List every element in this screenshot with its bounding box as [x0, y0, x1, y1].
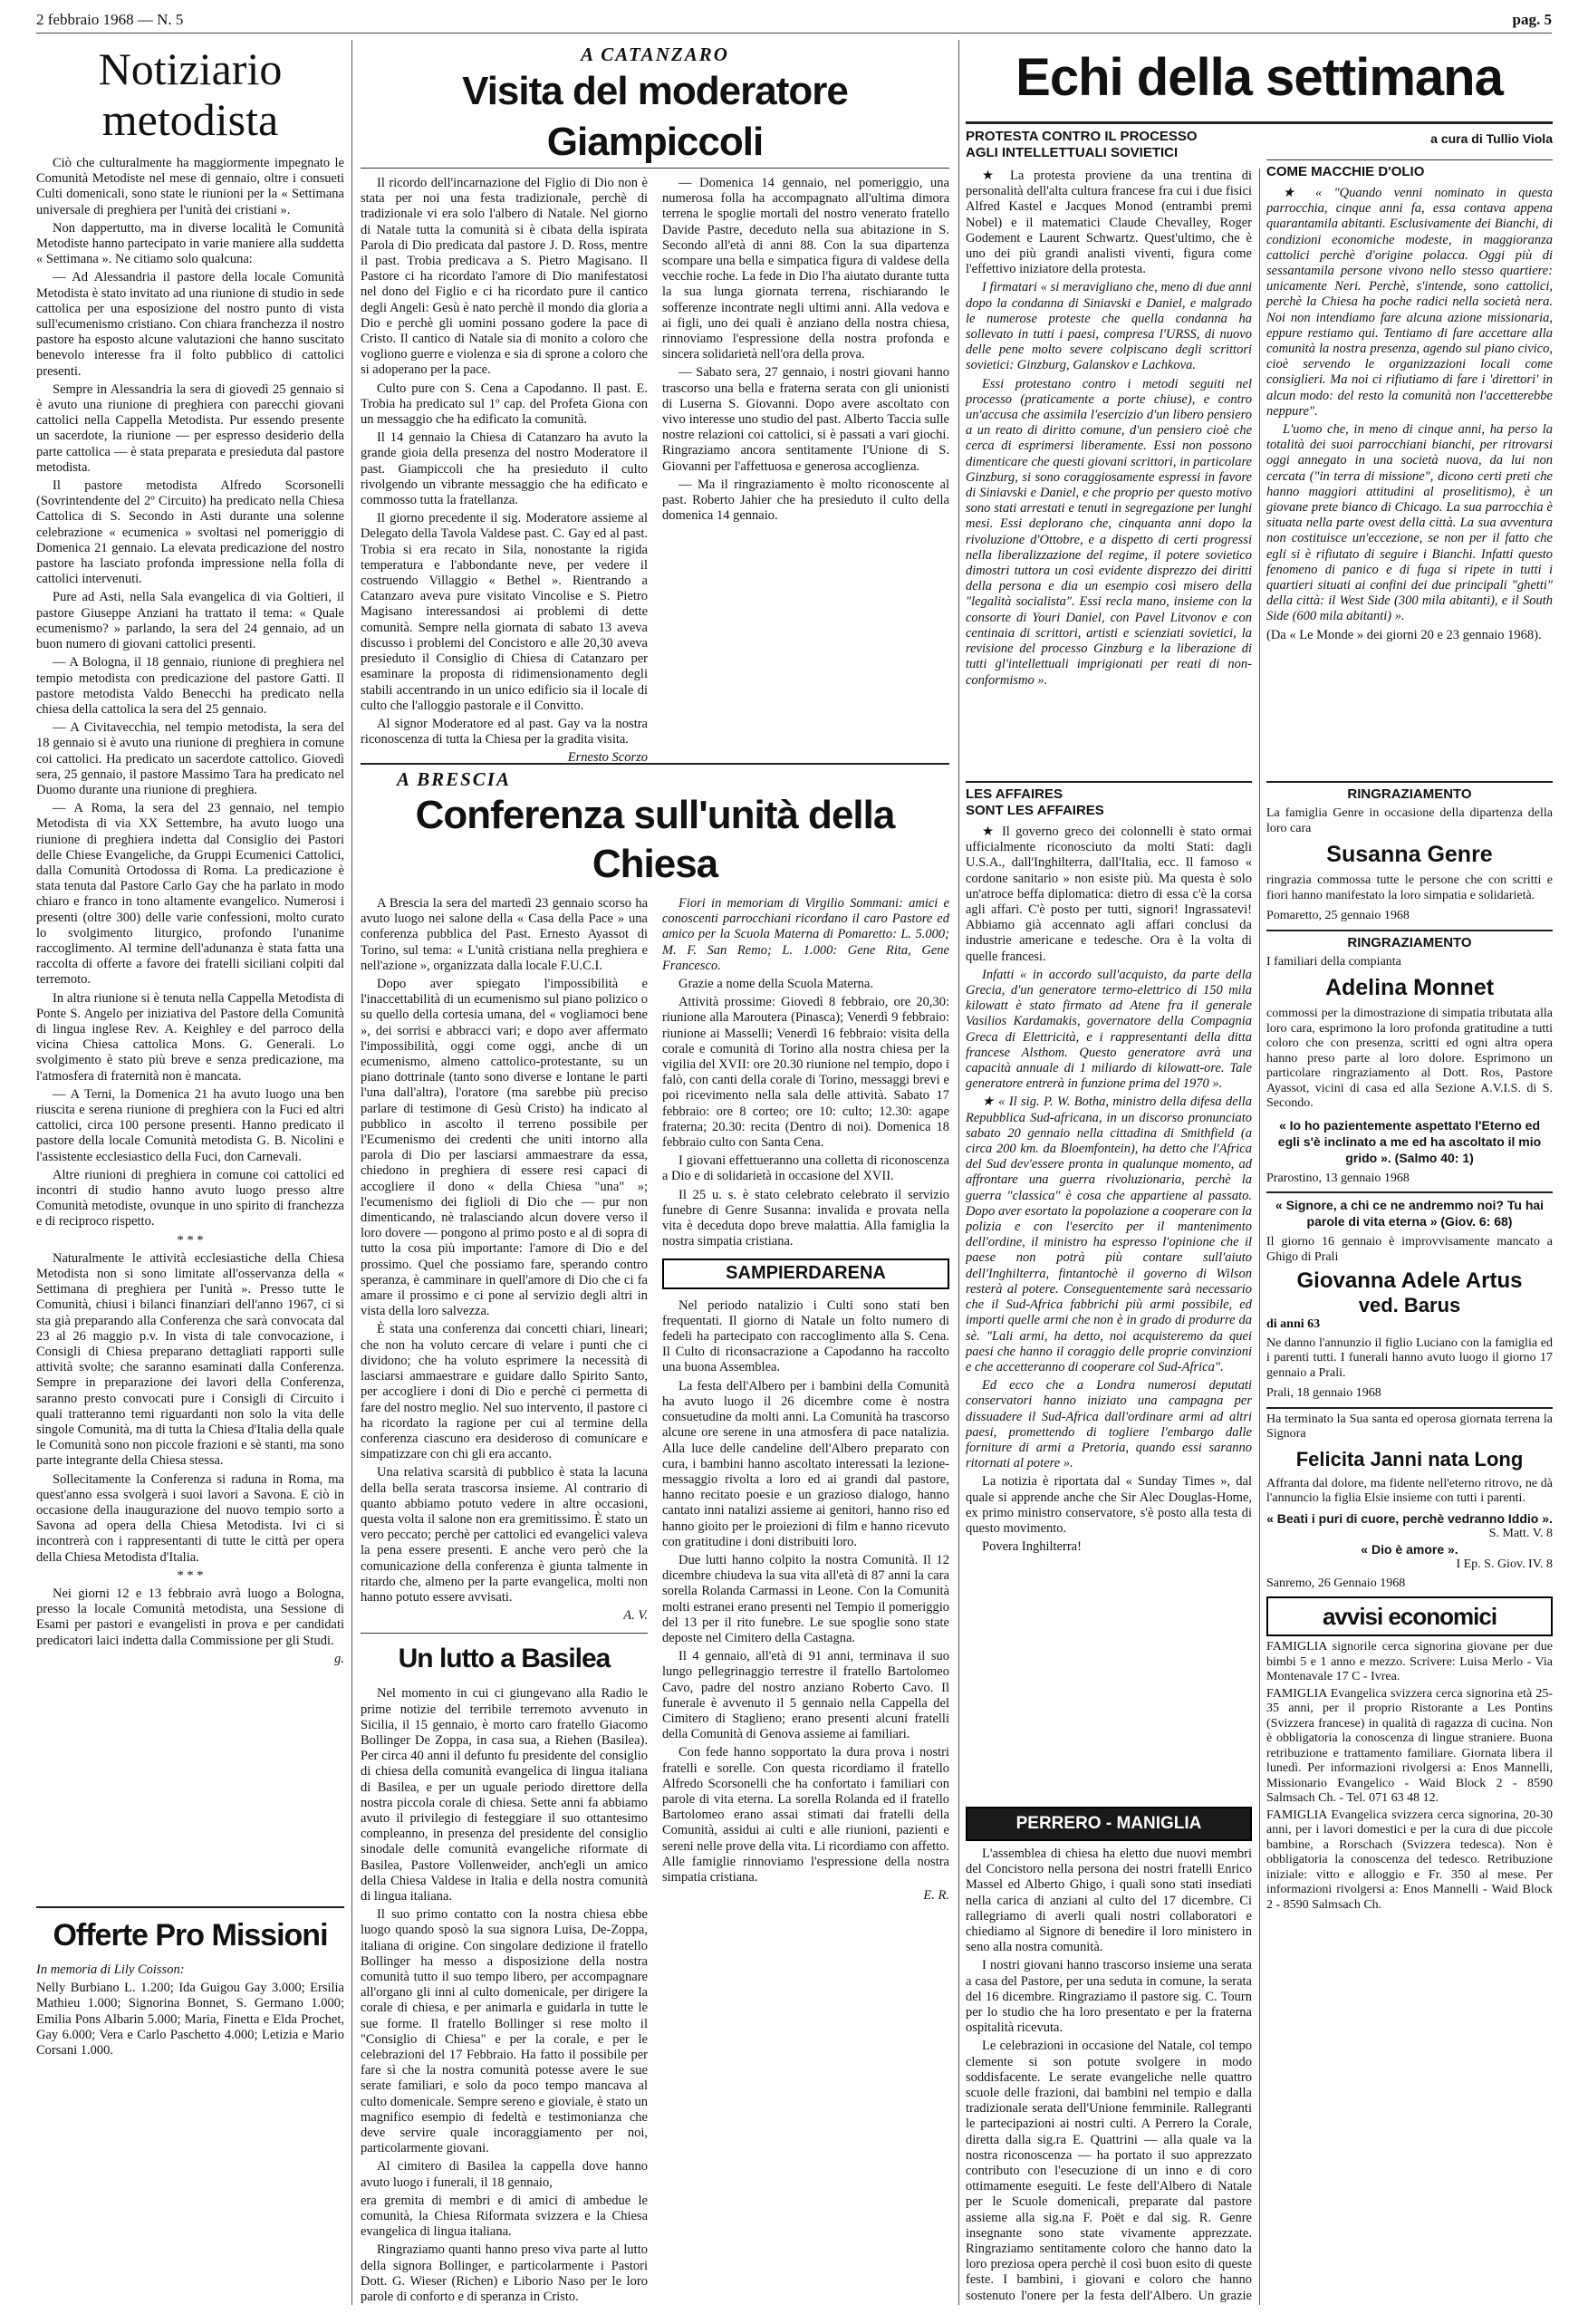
paragraph: Ciò che culturalmente ha maggiormente impegnato le Comunità Metodiste nel mese di gennaio, oltre i consueti Culti domenicali, sono state le riunioni per la « Settimana universale di preghiera per l'unità dei cristiani ».	[36, 156, 344, 217]
offerte-list: Nelly Burbiano L. 1.200; Ida Guigou Gay 3.000; Ersilia Mathieu 1.000; Signorina Bonnet, S. Germano 1.000; Emilia Pons Albarin 5.000; Maria, Finetta e Elda Prochet, Gay 6.000; Vera e Carlo Paschetto 4.000; Letizia e Mario Corsani 1.000.	[36, 1981, 344, 2059]
issue-date: 2 febbraio 1968 — N. 5	[36, 11, 184, 28]
paragraph: È stata una conferenza dai concetti chiari, lineari; che non ha voluto cercare di velare i punti che ci dividono; che ha voluto esprimere la necessità di lasciarsi ammaestrare e guidare dallo Spirito Santo, per accogliere i doni di Dio e perchè ci permetta di fare del nostro meglio. Nel suo intervento, il pastore ci ha ricordato la ragione per cui al termine della conferenza ciascuno era desideroso di comunicare e simpatizzare con chi gli era accanto.	[361, 1322, 648, 1462]
catanzaro-article	[361, 43, 949, 761]
column-rule	[1259, 169, 1260, 2305]
paragraph: — Sabato sera, 27 gennaio, i nostri giovani hanno trascorso una bella e fraterna serata con gli unionisti di Luserna S. Giovanni. Dopo avere ascoltato con vivo interesse uno studio del past. Alberto Taccia sulle nostre relazioni coi cattolici, si è passati a vari giochi. Ringraziamo ancora sentitamente l'Unione di S. Giovanni per l'affettuosa e generosa accoglienza.	[662, 365, 949, 474]
list-item: FAMIGLIA signorile cerca signorina giovane per due bimbi 5 e 1 anno e mezzo. Scrivere: Luisa Merlo - Via Montenavale 17 C - Ivrea.	[1266, 1640, 1553, 1683]
divider	[361, 763, 949, 765]
signature: g.	[334, 1651, 344, 1666]
paragraph: Fiori in memoriam di Virgilio Sommani: amici e conoscenti parrocchiani ricordano il caro Pastore ed amico per la Scuola Materna di Pomaretto: L. 5.000; M. F. San Remo; L. 1.000: Gene Rita, Gene Francesco.	[662, 896, 949, 973]
perrero-article	[966, 1807, 1252, 2305]
paragraph: Nei giorni 12 e 13 febbraio avrà luogo a Bologna, presso la locale Comunità metodista, una Sessione di Esami per pastori e evangelisti in prova e per candidati predicatori laici indetta dalla Commissione per gli Studi.	[36, 1586, 344, 1648]
echi-masthead	[966, 43, 1553, 120]
paragraph: Ringraziamo quanti hanno preso viva parte al lutto della signora Bollinger, e particolarmente i Pastori Dott. G. Wieser (Richen) e Liborio Naso per le loro parole di conforto e di speranza in Cristo.	[361, 2242, 648, 2305]
ringraziamento-monnet: RINGRAZIAMENTO I familiari della compianta Adelina Monnet commossi per la dimostrazione di simpatia tributata alla loro cara, esprimono la loro profonda gratitudine a tutti coloro che con presenza, scritti ed ogni altra opera hanno preso parte al loro dolore. Esprimono un particolare ringraziamento al Dott. Ros, Pastore Ayassot, vicini di casa ed alla Sezione A.V.I.S. di S. Secondo. « Io ho pazientemente aspettato l'Eterno ed egli s'è inclinato a me ed ha ascoltato il mio grido ». (Salmo 40: 1) Prarostino, 13 gennaio 1968	[1266, 934, 1553, 1185]
paragraph: In altra riunione si è tenuta nella Cappella Metodista di Ponte S. Angelo per iniziativa del Pastore della Comunità di lingua inglese Rev. A. Keighley e del parroco della vicina Chiesa cattolica Mons. G. Generali. Lo svolgimento è stato più breve e senza predicazione, ma l'atmosfera di fraternità non è mancata.	[36, 990, 344, 1084]
paragraph: ★ La protesta proviene da una trentina di personalità dell'alta cultura francese fra cui i due fisici Alfred Kastel e Jacques Monod (entrambi premi Nobel) e il matematici Claude Chevalley, Roger Godement e Laurent Schwartz. Quest'ultimo, che è uno dei più grandi analisti viventi, figura come l'effettivo iniziatore della protesta.	[966, 169, 1252, 277]
paragraph: Il ricordo dell'incarnazione del Figlio di Dio non è stata per noi una festa tradizionale, perchè di tradizionale vi era solo l'albero di Natale. Nel giorno di Natale tutta la comunità si è cibata della ispirata Parola di Dio predicata dal pastore J. D. Ross, mentre il past. Trobia predicava a S. Pietro Magisano. Il Pastore ci ha ricordato l'amore di Dio manifestatosi nel dono del Figlio e ci ha ricordato pure il cantico degli Angeli: Gesù è nato perchè il mondo dia gloria a Dio e perchè gli uomini possano godere la pace di Cristo. Il cantico di Natale sia di monito a coloro che vogliono guerre e violenza e sia di sprone a coloro che si adoperano per la pace.	[361, 176, 648, 378]
brescia-headline: Conferenza sull'unità della Chiesa	[415, 793, 895, 886]
divider	[1266, 1407, 1553, 1409]
paragraph: Infatti « in accordo sull'acquisto, da parte della Grecia, d'un generatore termo-elettrico di 150 mila kilowatt è stato firmato ad Atene fra il generale Vasilios Kardamakis, governatore della Compagnia Greca di Elettricità, e i rappresentanti della ditta francese Alsthom. Questo generatore avrà una capacità annuale di 1 miliardo di kilowatt-ore. Tale generatore entrerà in funzione prima del 1970 ».	[966, 967, 1252, 1092]
echi-byline: a cura di Tullio Viola	[1430, 131, 1553, 146]
column-rule	[958, 40, 959, 2305]
echi-title: Echi della settimana	[1015, 48, 1503, 107]
protesta-title-line2: AGLI INTELLETTUALI SOVIETICI	[966, 145, 1179, 160]
paragraph: Al cimitero di Basilea la cappella dove hanno avuto luogo i funerali, il 18 gennaio,	[361, 2159, 648, 2190]
paragraph: Il 4 gennaio, all'età di 91 anni, terminava il suo lungo pellegrinaggio terrestre il fratello Bartolomeo Cavo, padre del nostro anziano Roberto Cavo. Il funerale è avvenuto il 5 gennaio nella Cappella del Cimitero di Staglieno; erano presenti alcuni fratelli della Comunità di Genova assieme ai familiari.	[662, 1649, 949, 1742]
signature: Ernesto Scorzo	[567, 750, 648, 761]
deceased-name: Adelina Monnet	[1324, 975, 1495, 1000]
paragraph: Il suo primo contatto con la nostra chiesa ebbe luogo quando sposò la sua signora Luisa, De-Zoppa, italiana di origine. Con singolare dedizione il fratello Bollinger ha messo a disposizione della nostra comunità tutto il suo tempo libero, per accompagnare all'organo gli inni al culto domenicale, per dirigere la corale di chiesa, e per animarla e guidarla in tutte le sue forme. Il fratello Bollinger si rese molto il "Consiglio di Chiesa" e per la corale, e per le celebrazioni del 17 Febbraio. Ha fatto il possibile per fare sì che la nostra comunità potesse avere le sue serate familiari, e solo da poco tempo mancava al culto domenicale. Sempre sereno e gioviale, è stato un magnifico esempio di fedeltà e testimonianza che deve servire quale incoraggiamento per noi, particolarmente giovani.	[361, 1907, 648, 2156]
notiziario-title: Notiziario metodista	[98, 43, 283, 145]
paragraph: Povera Inghilterra!	[982, 1539, 1082, 1555]
deceased-name: Felicita Janni nata Long	[1295, 1447, 1524, 1471]
offerte-box	[36, 1915, 344, 2305]
paragraph: Sempre in Alessandria la sera di giovedì 25 gennaio si è avuto una riunione di preghiera con parecchi giovani cattolici nella Cappella Metodista. Pur essendo presente un sacerdote, la riunione — per espresso desiderio della parte cattolica — è stata preparata e presieduta dal pastore metodista.	[36, 381, 344, 475]
paragraph: — Ad Alessandria il pastore della locale Comunità Metodista è stato invitato ad una riunione di studio in sede cattolica per una esposizione del nostro punto di vista sull'ecumenismo cristiano. Con chiara franchezza il nostro pastore ha esposto alcune valutazioni che hanno suscitato benevolo interesse fra il folto pubblico di cattolici presenti.	[36, 270, 344, 379]
affaires-title-line2: SONT LES AFFAIRES	[966, 803, 1104, 818]
paragraph: Ed ecco che a Londra numerosi deputati conservatori hanno iniziato una campagna per dissuadere il Sud-Africa dall'ordinare armi ad altri paesi, promettendo di togliere l'embargo dalle forniture di armi a Pretoria, quando essi saranno ritornati al potere ».	[966, 1378, 1252, 1471]
divider	[1266, 781, 1553, 783]
paragraph: Dopo aver spiegato l'impossibilità e l'inaccettabilità di un ecumenismo sul piano polizico o su quello della cortesia umana, del « vogliamoci bene », dei sorrisi e abbracci vari; e dopo aver affermato l'impossibilità, oggi come oggi, anche di un ecumenismo, almeno cattolico-protestante, su un piano dottrinale (tanto sono diverse e lontane le parti l'una dall'altra), l'oratore (ma sarebbe più preciso parlare di testimone di Gesù Cristo) ha indicato al pubblico in ascolto il terreno possibile per l'Ecumenismo dei credenti che uniti intorno alla parola di Dio per lasciarsi ammaestrare da essa, chiedono in preghiera di essere resi capaci di accogliere il dono « della Chiesa "una" »; l'ecumenismo dei figlioli di Dio che — pur non dimenticando, nè tralasciando alcun dovere verso il loro dovere — pongono al primo posto e al di sopra di tutto la cosa più importante: l'amore di Dio e del prossimo. Quel che possiamo fare, sperando contro speranza, è camminare in quell'amore di Dio che ci fa amare il prossimo e ci pone al servizio degli altri in vista della loro salvezza.	[361, 977, 648, 1319]
paragraph: — Domenica 14 gennaio, nel pomeriggio, una numerosa folla ha accompagnato all'ultima dimora terrena le spoglie mortali del nostro venerato fratello Davide Pastre, deceduto nella sua abitazione in S. Secondo all'età di anni 88. Con la sua dipartenza scompare una bella e simpatica figura di valdese della vecchie roche. La fede in Dio l'ha aiutato durante tutta la sua lunga giornata terrena, rischiarando le sofferenze incontrate negli ultimi anni. Alla vedova e ai figli, uno dei quali è anziano della nostra chiesa, rinnoviamo l'espressione della nostra profonda e sincera solidarietà nell'ora della prova.	[662, 176, 949, 362]
signature: A. V.	[623, 1608, 648, 1624]
paragraph: Il pastore metodista Alfredo Scorsonelli (Sovrintendente del 2º Circuito) ha predicato nella Chiesa Cattolica di S. Secondo in Asti durante una solenne celebrazione « ecumenica » svoltasi nel pomeriggio di Domenica 21 gennaio. La elevata predicazione del nostro pastore ha lasciato profonda impressione nella folla di cattolici intervenuti.	[36, 478, 344, 587]
paragraph: I nostri giovani hanno trascorso insieme una serata a casa del Pastore, per una seduta in comune, la serata del 16 dicembre. Ringraziamo il pastore sig. C. Tourn per lo studio che ha loro presentato e per la fraterna ospitalità ricevuta.	[966, 1958, 1252, 2036]
separator-stars: * * *	[177, 1232, 204, 1248]
protesta-title-line1: PROTESTA CONTRO IL PROCESSO	[966, 129, 1198, 144]
avvisi-title: avvisi economici	[1322, 1603, 1497, 1630]
deceased-name: Susanna Genre	[1326, 842, 1493, 867]
macchie-title: COME MACCHIE D'OLIO	[1266, 159, 1553, 180]
annuncio-long: Ha terminato la Sua santa ed operosa giornata terrena la Signora Felicita Janni nata Long Affranta dal dolore, ma fidente nell'eterno ritrovo, ne dà l'annuncio la figlia Elsie insieme con tutti i parenti. « Beati i puri di cuore, perchè vedranno Iddio ». S. Matt. V. 8 « Dio è amore ». I Ep. S. Giov. IV. 8 Sanremo, 26 Gennaio 1968	[1266, 1412, 1553, 1590]
paragraph: Il 14 gennaio la Chiesa di Catanzaro ha avuto la grande gioia della presenza del nostro Moderatore il past. Giampiccoli che ha presieduto il culto rivolgendo un vibrante messaggio che ha edificato e commosso tutta la fratellanza.	[361, 430, 648, 508]
paragraph: Al signor Moderatore ed al past. Gay va la nostra riconoscenza di tutta la Chiesa per la gradita visita.	[361, 716, 648, 747]
paragraph: — A Civitavecchia, nel tempio metodista, la sera del 18 gennaio si è avuto una riunione di preghiera in comune coi cattolici. Ha predicato un sacerdote cattolico. Giovedì sera, 25 gennaio, il pastore Massimo Tara ha predicato nel Duomo durante una riunione di preghiera.	[36, 720, 344, 797]
paragraph: — A Bologna, il 18 gennaio, riunione di preghiera nel tempio metodista con predicazione del pastore Gatti. Il pastore metodista Valdo Benecchi ha predicato nella chiesa della cattolica la sera del 25 gennaio.	[36, 655, 344, 717]
signature: E. R.	[923, 1888, 949, 1904]
list-item: FAMIGLIA Evangelica svizzera cerca signorina età 25-35 anni, per il proprio Ristorante a Les Pontins (Svizzera francese) in qualità di ragazza di cucina. Non è obbligatoria la conoscenza di lingue straniere. Buona retribuzione e trattamento familiare. Giornata libera il lunedì. Per informazioni rivolgersi a: Enos Mannelli, Missionario Evangelico - Waid Block 2 - 8590 Salmsach Ch. - Tel. 071 63 48 12.	[1266, 1686, 1553, 1805]
protesta-body	[966, 169, 1252, 776]
paragraph: Naturalmente le attività ecclesiastiche della Chiesa Metodista non si sono limitate all'osservanza della « Settimana di preghiera per l'unità ». Presso tutte le Comunità, chiusi i bilanci finanziari dell'anno 1967, ci si sta già preparando alla Conferenza che sarà convocata dal 23 al 26 maggio p.v. In vista di tale convocazione, i Consigli di Chiesa preparano dettagliati rapporti sulle attività svolte; che saranno esaminati dalla Conferenza. Sempre in preparazione dei lavori della Conferenza, saranno presto convocati pure i Consigli di Circuito i quali tratteranno temi riguardanti non solo la vita delle singole Comunità, ma di tutta la Chiesa d'Italia della quale le Comunità sono non piccole frazioni e sè stanti, ma sono parte integrante della Chiesa stessa.	[36, 1250, 344, 1469]
offerte-title: Offerte Pro Missioni	[53, 1918, 328, 1953]
paragraph: Sollecitamente la Conferenza si raduna in Roma, ma quest'anno essa svolgerà i suoi lavori a Savona. E ciò in occasione della inaugurazione del nuovo tempio sorto a Savona ad opera della Chiesa Metodista. Ivi ci si incontrerà con i rappresentanti di tutte le città per opera della Chiesa Metodista d'Italia.	[36, 1471, 344, 1565]
paragraph: Con fede hanno sopportato la dura prova i nostri fratelli e sorelle. Con questa ricordiamo il fratello Alfredo Scorsonelli che ha confortato i familiari con parole di vita eterna. La sorella Rolanda ed il fratello Bartolomeo erano assai stimati dai fratelli della Comunità, assidui ai culti e alle riunioni, pazienti e sereni nelle prove della vita. Li ricordiamo con affetto. Alle famiglie rinnoviamo l'espressione della nostra simpatia cristiana.	[662, 1745, 949, 1885]
sampierdarena-tag: SAMPIERDARENA	[662, 1258, 949, 1288]
paragraph: — Ma il ringraziamento è molto riconoscente al past. Roberto Jahier che ha presieduto il culto della domenica 14 gennaio.	[662, 477, 949, 524]
ringraziamento-genre: RINGRAZIAMENTO La famiglia Genre in occasione della dipartenza della loro cara Susanna Genre ringrazia commossa tutte le persone che con scritti e fiori hanno manifestato la loro simpatia e solidarietà. Pomaretto, 25 gennaio 1968	[1266, 786, 1553, 922]
brescia-kicker: A BRESCIA	[397, 768, 511, 790]
paragraph: Altre riunioni di preghiera in comune coi cattolici ed incontri di studio hanno avuto luogo presso altre Comunità metodiste, ovunque in uno spirito di franchezza e di reciproco rispetto.	[36, 1167, 344, 1230]
paragraph: Pure ad Asti, nella Sala evangelica di via Goltieri, il pastore Giuseppe Anziani ha trattato il tema: « Quale ecumenismo? » parlando, la sera del 24 gennaio, ad un buon numero di giovani cattolici presenti.	[36, 590, 344, 652]
deceased-name: Giovanna Adele Artus	[1296, 1268, 1523, 1293]
brescia-section	[361, 768, 949, 2305]
paragraph: Nel periodo natalizio i Culti sono stati ben frequentati. Il giorno di Natale un folto numero di fedeli ha partecipato con raccoglimento alla S. Cena. Il Culto di riconsacrazione a Capodanno ha raccolto una buona Assemblea.	[662, 1297, 949, 1375]
column-rule	[351, 40, 352, 2305]
affaires-article	[966, 786, 1252, 1801]
page-header	[36, 9, 1552, 34]
paragraph: Culto pure con S. Cena a Capodanno. Il past. E. Trobia ha predicato sul 1º cap. del Profeta Giona con un messaggio che ha edificato la comunità.	[361, 381, 648, 428]
list-item: FAMIGLIA Evangelica svizzera cerca signorina, 20-30 anni, per i lavori domestici e per la cura di due piccole bambine, a Rorschach (Svizzera tedesca). Non è obbligatoria la conoscenza del tedesco. Retribuzione iniziale: vitto e alloggio e Fr. 350 al mese. Per informazioni rivolgersi a: Enos Mannelli - Waid Block 2 - 8590 Salmsach Ch.	[1266, 1808, 1553, 1912]
paragraph: Attività prossime: Giovedì 8 febbraio, ore 20,30: riunione alla Maroutera (Pinasca); Venerdì 9 febbraio: riunione ai Masselli; Venerdì 16 febbraio: visita della corale e comunità di Torino alla nostra chiesa per la vigilia del XVII: ore 20.30 riunione nel tempio, dopo i falò, con canti della corale di Torino, messaggi brevi e poi ricevimento nella sala delle attività. Sabato 17 febbraio: ore 8 corteo; ore 10: culto; 12.30: agape fraterna; 20.30: recita (Dentro di noi). Domenica 18 febbraio culto con Santa Cena.	[662, 995, 949, 1151]
paragraph: Non dappertutto, ma in diverse località le Comunità Metodiste hanno partecipato in varie maniere alla suddetta « Settimana ». Ne citiamo solo qualcuna:	[36, 220, 344, 267]
catanzaro-body	[361, 176, 949, 761]
separator-stars: * * *	[177, 1567, 204, 1583]
annuncio-artus: « Signore, a chi ce ne andremmo noi? Tu hai parole di vita eterna » (Giov. 6: 68) Il giorno 16 gennaio è improvvisamente mancato a Ghigo di Prali Giovanna Adele Artus ved. Barus di anni 63 Ne danno l'annunzio il figlio Luciano con la famiglia ed i parenti tutti. I funerali hanno avuto luogo il giorno 17 gennaio a Prali. Prali, 18 gennaio 1968	[1266, 1198, 1553, 1400]
avvisi-list	[1266, 1640, 1553, 1913]
perrero-tag: PERRERO - MANIGLIA	[966, 1807, 1252, 1841]
notiziario-article	[36, 43, 344, 1899]
paragraph: Grazie a nome della Scuola Materna.	[679, 977, 873, 992]
paragraph: I firmatari « si meravigliano che, meno di due anni dopo la condanna di Siniavski e Daniel, e malgrado le numerose proteste che quella condanna ha sollevato in tutti i paesi, compresa l'URSS, di nuovo delle pene molto severe colpiscano degli scrittori sovietici: Ginzburg, Galanskov e Lachkova.	[966, 280, 1252, 373]
avvisi-header	[1266, 1596, 1553, 1636]
paragraph: Essi protestano contro i metodi seguiti nel processo (praticamente a porte chiuse), e contro un'accusa che assimila l'esercizio d'un libero pensiero a un reato di diritto comune, d'un pensiero cioè che cerca di esprimersi liberamente. Essi non possono dimenticare che questi giovani scrittori, in particolare Ginzburg, si sono coraggiosamente espressi in favore di Siniavski e Daniel, e che proprio per questo motivo sono stati arrestati e tenuti in segregazione per lunghi mesi. Essi deplorano che, cinquanta anni dopo la rivoluzione d'Ottobre, e a dispetto di certi progressi nella liberalizzazione del regime, il potere sovietico dimostri tuttora un così evidente disprezzo dei diritti della persona e dia un esempio così misero della "legalità socialista". Essi recla mano, insieme con la consorte di Youri Daniel, con Pavel Litvonov e con centinaia di scrittori, artisti e scienziati sovietici, la revisione del processo Ginzburg e la liberazione di tutti gl'intellettuali imprigionati per reati di non-conformismo ».	[966, 376, 1252, 688]
divider	[1266, 1191, 1553, 1193]
paragraph: era gremita di membri e di amici di ambedue le comunità, la Chiesa Riformata svizzera e la Chiesa evangelica di lingua italiana.	[361, 2193, 648, 2240]
paragraph: Due lutti hanno colpito la nostra Comunità. Il 12 dicembre chiudeva la sua vita all'età di 87 anni la cara sorella Rolanda Carmassi in Leone. Con la Comunità molti estranei erano presenti nel Tempio il pomeriggio del 13 per il rito funebre. Le sue spoglie sono state deposte nel Cimitero della Castagna.	[662, 1552, 949, 1645]
paragraph: I giovani effettueranno una colletta di riconoscenza a Dio e di solidarietà in occasione del XVII.	[662, 1153, 949, 1184]
basilea-headline: Un lutto a Basilea	[361, 1633, 648, 1677]
page-number: pag. 5	[1512, 11, 1552, 28]
divider	[966, 121, 1553, 124]
paragraph: — A Terni, la Domenica 21 ha avuto luogo una ben riuscita e serena riunione di preghiera con la Fuci ed altri cattolici, circa 100 persone presenti. Hanno predicato il pastore della locale Comunità metodista G. B. Nicolini e l'assistente ecclesiastico della Fuci, don Carnevali.	[36, 1086, 344, 1164]
paragraph: Il giorno precedente il sig. Moderatore assieme al Delegato della Tavola Valdese past. C. Gay ed al past. Trobia si era recato in Sila, nonostante la rigida temperatura e l'abbondante neve, per vedere il costruendo Villaggio « Bethel ». Rientrando a Catanzaro aveva pure visitato Vincolise e S. Pietro Magisano interessandosi ai problemi di dette comunità. Sempre nella giornata di sabato 13 aveva discusso i problemi del Concistoro e alle 20,30 aveva presieduto il Consiglio di Chiesa di Catanzaro per esaminare la proposta di ridimensionamento degli stabili accentrando in un unico edificio sia il locale di culto che l'alloggio pastorale e il Convitto.	[361, 511, 648, 713]
offerte-memoria: In memoria di Lily Coisson:	[36, 1962, 185, 1977]
divider	[36, 1906, 344, 1908]
paragraph: — A Roma, la sera del 23 gennaio, nel tempio Metodista di via XX Settembre, ha avuto luogo una riunione di preghiera indetta dal Consiglio dei Pastori delle Chiese Evangeliche, da Gruppi Ecumenici Cattolici, dalla Comunità Ortodossa di Roma. La predicazione è stata tenuta dal Pastore Carlo Gay che ha parlato in modo chiaro e franco in tono altamente evangelico. Numerosi i presenti (oltre 300) delle varie confessioni, molto curato lo svolgimento liturgico, profondo l'unanime raccoglimento. Al termine dell'adunanza è stata fatta una raccolta di offerte a favore dei fratelli siciliani colpiti dal terremoto.	[36, 801, 344, 988]
affaires-title-line1: LES AFFAIRES	[966, 786, 1063, 802]
macchie-source: (Da « Le Monde » dei giorni 20 e 23 gennaio 1968).	[1266, 627, 1542, 642]
catanzaro-headline: Visita del moderatore Giampiccoli	[361, 66, 949, 169]
paragraph: La notizia è riportata dal « Sunday Times », dal quale si apprende anche che Sir Alec Douglas-Home, ex primo ministro conservatore, s'è posto alla testa di questo movimento.	[966, 1474, 1252, 1536]
paragraph: Le celebrazioni in occasione del Natale, col tempo clemente si son potute svolgere in modo soddisfacente. Le serate evangeliche nelle quattro scuole delle frazioni, dai bambini nel tempio e dalla tradizionale serata dell'Unione femminile. Rallegranti le partecipazioni ai nostri culti. A Perrero la Corale, diretta dalla sig.ra E. Quattrini — alla quale va la nostra riconoscenza — ha portato il suo apprezzato contributo con l'esecuzione di un inno e di coro ottimamente eseguiti. Le feste dell'Albero di Natale per le Scuole domenicali, preparate dal pastore assieme alla sig.na F. Poët e dal sig. R. Genre insegnante sono state vivamente apprezzate. Ringraziamo sentitamente coloro che hanno dato la loro preziosa opera perchè il così buon esito di queste feste. I bambini, i giovani e coloro che hanno sostenuto l'onere per la festa dell'Albero. Un grazie	[966, 2039, 1252, 2303]
paragraph: A Brescia la sera del martedì 23 gennaio scorso ha avuto luogo nei salone della « Casa della Pace » una conferenza pubblica del Past. Ernesto Ayassot di Torino, sul tema: « L'unità cristiana nella preghiera e nell'azione », organizzata dalla locale F.U.C.I.	[361, 896, 648, 973]
paragraph: ★ « "Quando venni nominato in questa parrocchia, cinque anni fa, essa contava appena quarantamila abitanti. Esclusivamente dei Bianchi, di condizioni economiche modeste, in maggioranza cattolici perchè d'origine polacca. Oggi più di sessantamila persone vivono nello stesso quartiere: unicamente Neri. Perchè, s'intende, sono cattolici, perchè la Chiesa ha poche radici nella società nera. Noi non intendiamo fare alcuna azione missionaria, eppure restiamo qui. Tentiamo di fare accettare alla comunità la nostra presenza, agendo sul piano civico, cioè servendo le organizzazioni locali come consiglieri. Ma noi ci rifiutiamo di fare i 'direttori' in alcun modo: del resto la comunità non l'accetterebbe neppure".	[1266, 186, 1553, 419]
divider	[1266, 930, 1553, 931]
catanzaro-kicker: A CATANZARO	[581, 43, 729, 65]
paragraph: L'uomo che, in meno di cinque anni, ha perso la totalità dei suoi parrocchiani bianchi, per ritrovarsi oggi annegato in una società nuova, da lui non cercata ("in terra di missione", dicono certi preti che hanno maggiori attitudini al proselitismo), è un giovane prete bianco di Chicago. La sua parrocchia è situata nella parte ovest della città. La sua avventura non costituisce un'eccezione, se non per il fatto che egli si è rifiutato di seguire i Bianchi. Infatti questo fenomeno di panico e di fuga si ripete in tutti i quartieri situati ai confini dei due principali "ghetti" della città: il West Side (300 mila abitanti), e il South Side (600 mila abitanti) ».	[1266, 422, 1553, 624]
brescia-body	[361, 896, 949, 2305]
notices-column	[1266, 781, 1553, 2305]
divider	[966, 781, 1252, 783]
paragraph: Il 25 u. s. è stato celebrato celebrato il servizio funebre di Genre Susanna: invalida e provata nella vita è deceduta dopo breve malattia. Alla famiglia la nostra simpatia cristiana.	[662, 1187, 949, 1249]
paragraph: Una relativa scarsità di pubblico è stata la lacuna della bella serata trascorsa insieme. Al contrario di quanto abbiamo potuto vedere in altre occasioni, questa volta il salone non era gremitissimo. È stato un vero peccato; perchè per cattolici ed evangelici valeva la pena essere presenti. E anche vero però che la comunicazione della conferenza è giunta talmente in ritardo che, almeno per la parte evangelica, molti non hanno potuto essere avvisati.	[361, 1465, 648, 1605]
paragraph: L'assemblea di chiesa ha eletto due nuovi membri del Concistoro nella persona dei nostri fratelli Enrico Massel ed Alberto Ghigo, i quali sono stati insediati nella carica di anziani al culto del 17 dicembre. Ci rallegriamo di averli quali nostri collaboratori e chiediamo al Signore di benedire il loro ministero in seno alla nostra comunità.	[966, 1847, 1252, 1955]
paragraph: Nel momento in cui ci giungevano alla Radio le prime notizie del terribile terremoto avvenuto in Sicilia, il 15 gennaio, è morto caro fratello Giacomo Bollinger De Zoppa, in casa sua, a Riehen (Basilea). Per circa 40 anni il defunto fu presidente del consiglio di chiesa della comunità evangelica di lingua italiana di Basilea, e per un uguale periodo direttore della nostra piccola corale di chiesa. Sette anni fa abbiamo avuto il privilegio di festeggiare il suo ottantesimo compleanno, in presenza del presidente del consiglio sinodale delle comunità evangeliche riformate di Basilea, Pastore Vollenweider, anch'egli un amico della Chiesa Valdese in Italia e della nostra comunità di lingua italiana.	[361, 1686, 648, 1904]
macchie-article	[1266, 159, 1553, 776]
paragraph: ★ « Il sig. P. W. Botha, ministro della difesa della Repubblica Sud-africana, in un discorso pronunciato sabato 20 gennaio nella cittadina di Smithfield (a circa 200 km. da Bloemfontein), ha detto che l'Africa del Sud dev'essere pronta in qualunque momento, ad affrontare una guerra rivoluzionaria, perchè la guerra "classica" è cosa che appartiene al passato. Dopo aver esortato la popolazione a cooperare con la polizia e con l'esercito per il mantenimento dell'ordine, il ministro ha espresso l'opinione che il paese non potrà più contare sull'aiuto dell'Inghilterra, fintantochè il governo di Wilson resterà al potere. Conseguentemente sarà necessario che il Sud-Africa fabbrichi più armi possibile, ed importi quelle armi che non è in grado di produrre da sè. "Lali armi, ha detto, noi acquisteremo da quei paesi che hanno il coraggio delle proprie convinzioni e che accetteranno di cooperare col Sud-Africa".	[966, 1094, 1252, 1374]
notiziario-body	[36, 156, 344, 1667]
paragraph: ★ Il governo greco dei colonnelli è stato ormai ufficialmente riconosciuto da molti Stati: dagli U.S.A., dall'Inghilterra, dall'Italia, ecc. Il famoso « cordone sanitario » non esiste più. Ma questa è solo un'atroce beffa diplomatica: dietro di essa c'è la corsa agli affari. C'è posto per tutti, signori! Ingrassatevi! Abbiamo già accennato agli affari conclusi da industrie americane e tedesche. Ora è la volta di quelle francesi.	[966, 824, 1252, 964]
paragraph: La festa dell'Albero per i bambini della Comunità ha avuto luogo il 26 dicembre come è nostra consuetudine da molti anni. La Comunità ha trascorso alcune ore serene in una atmosfera di pace natalizia. Alla luce delle candeline dell'Albero preparato con cura, i bambini hanno ascoltato interessati la lezione-messaggio rivolta a loro ed ai grandi dal pastore, hanno recitato poesie e un grazioso dialogo, hanno cantato inni natalizi assieme ai genitori, hanno riso ed hanno gioito per le proiezioni di film e hanno ricevuto con gratitudine i doni distribuiti loro.	[662, 1378, 949, 1549]
